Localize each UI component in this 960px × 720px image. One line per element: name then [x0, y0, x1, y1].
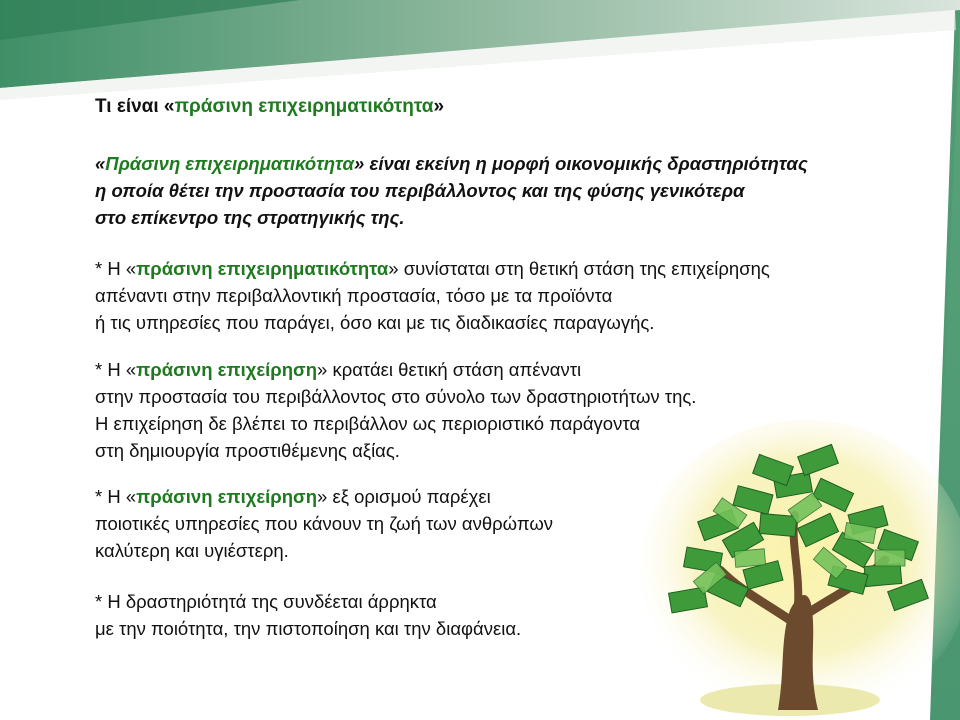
p3-line-2: ποιοτικές υπηρεσίες που κάνουν τη ζωή των ανθρώπων: [95, 513, 554, 534]
bullet-paragraph-2: [95, 356, 696, 464]
p1-prefix: * Η «: [95, 258, 137, 279]
intro-line-3: στο επίκεντρο της στρατηγικής της.: [95, 207, 405, 228]
title-suffix: »: [433, 96, 445, 117]
bullet-paragraph-4: [95, 588, 521, 642]
title-prefix: Τι είναι «: [95, 96, 175, 117]
title-highlight: πράσινη επιχειρηματικότητα: [174, 96, 434, 117]
intro-definition: [95, 150, 808, 231]
p2-prefix: * Η «: [95, 359, 137, 380]
p4-line-1: * Η δραστηριότητά της συνδέεται άρρηκτα: [95, 591, 437, 612]
p1-line-1: [95, 255, 770, 282]
p2-line-2: στην προστασία του περιβάλλοντος στο σύνολο των δραστηριοτήτων της.: [95, 386, 697, 407]
intro-prefix: «: [95, 153, 106, 174]
p2-line-4: στη δημιουργία προστιθέμενης αξίας.: [95, 440, 400, 461]
p3-line1-rest: » εξ ορισμού παρέχει: [317, 486, 491, 507]
p2-line-1: [95, 356, 696, 383]
p3-line-1: [95, 483, 553, 510]
p2-line-3: Η επιχείρηση δε βλέπει το περιβάλλον ως περιοριστικό παράγοντα: [95, 413, 641, 434]
p1-line-3: ή τις υπηρεσίες που παράγει, όσο και με τις διαδικασίες παραγωγής.: [95, 312, 655, 333]
p2-highlight: πράσινη επιχείρηση: [136, 359, 318, 380]
p3-highlight: πράσινη επιχείρηση: [136, 486, 318, 507]
intro-highlight: Πράσινη επιχειρηματικότητα: [105, 153, 355, 174]
intro-line-2: η οποία θέτει την προστασία του περιβάλλοντος και της φύσης γενικότερα: [95, 180, 745, 201]
page-title: [95, 96, 444, 118]
intro-line-1: [95, 150, 808, 177]
p3-prefix: * Η «: [95, 486, 137, 507]
p3-line-3: καλύτερη και υγιέστερη.: [95, 540, 289, 561]
p1-line1-rest: » συνίσταται στη θετική στάση της επιχείρησης: [388, 258, 770, 279]
p1-line-2: απέναντι στην περιβαλλοντική προστασία, τόσο με τα προϊόντα: [95, 285, 613, 306]
money-tree-icon: [640, 420, 960, 720]
bullet-paragraph-3: [95, 483, 553, 564]
intro-line1-rest: » είναι εκείνη η μορφή οικονομικής δραστηριότητας: [354, 153, 808, 174]
p1-highlight: πράσινη επιχειρηματικότητα: [136, 258, 389, 279]
p4-line-2: με την ποιότητα, την πιστοποίηση και την διαφάνεια.: [95, 618, 522, 639]
p2-line1-rest: » κρατάει θετική στάση απέναντι: [317, 359, 582, 380]
bullet-paragraph-1: [95, 255, 770, 336]
